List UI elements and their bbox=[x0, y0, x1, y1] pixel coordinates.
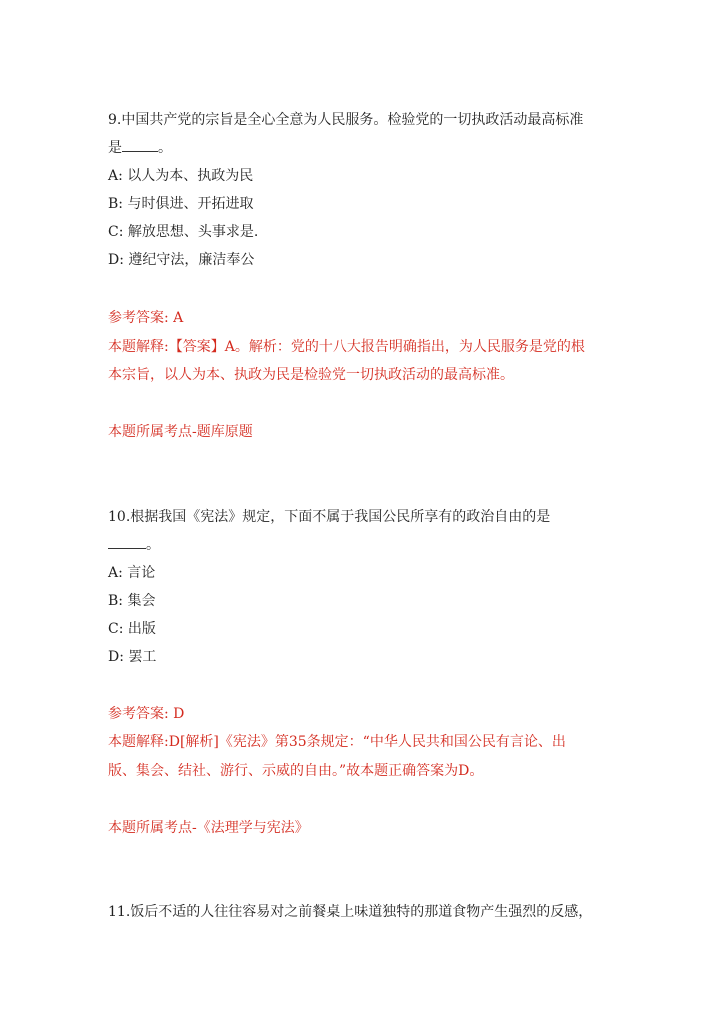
q10-option-d: D: 罢工 bbox=[108, 649, 157, 665]
q9-answer: 参考答案: A bbox=[108, 310, 184, 326]
q10-option-a: A: 言论 bbox=[108, 565, 156, 581]
q9-explanation-line2: 本宗旨，以人为本、执政为民是检验党一切执政活动的最高标准。 bbox=[108, 367, 514, 383]
q9-stem-suffix: 。 bbox=[158, 140, 172, 156]
q10-answer: 参考答案: D bbox=[108, 706, 185, 722]
q9-explanation-line1: 本题解释:【答案】A。解析：党的十八大报告明确指出，为人民服务是党的根 bbox=[108, 339, 585, 355]
q9-option-a: A: 以人为本、执政为民 bbox=[108, 168, 254, 184]
q10-option-b: B: 集会 bbox=[108, 593, 156, 609]
q10-stem-suffix: 。 bbox=[146, 537, 160, 553]
q10-stem-line1: 10.根据我国《宪法》规定，下面不属于我国公民所享有的政治自由的是 bbox=[108, 509, 551, 525]
q10-stem-line2 bbox=[108, 535, 160, 555]
q9-option-b: B: 与时俱进、开拓进取 bbox=[108, 196, 254, 212]
q9-stem-line2 bbox=[108, 138, 172, 158]
q9-option-c: C: 解放思想、头事求是. bbox=[108, 224, 259, 240]
q10-explanation-line2: 版、集会、结社、游行、示威的自由。”故本题正确答案为D。 bbox=[108, 763, 484, 779]
q11-stem-line1: 11.饭后不适的人往往容易对之前餐桌上味道独特的那道食物产生强烈的反感， bbox=[108, 904, 593, 920]
q10-explanation-line1: 本题解释:D[解析]《宪法》第35条规定：“中华人民共和国公民有言论、出 bbox=[108, 734, 566, 750]
q10-topic: 本题所属考点-《法理学与宪法》 bbox=[108, 820, 309, 836]
q9-option-d: D: 遵纪守法，廉洁奉公 bbox=[108, 252, 255, 268]
q9-answer-blank bbox=[122, 139, 158, 152]
q9-stem-line1: 9.中国共产党的宗旨是全心全意为人民服务。检验党的一切执政活动最高标准 bbox=[108, 112, 584, 128]
q9-topic: 本题所属考点-题库原题 bbox=[108, 424, 253, 440]
q10-option-c: C: 出版 bbox=[108, 621, 156, 637]
q10-answer-blank bbox=[108, 536, 146, 549]
q9-stem-prefix: 是 bbox=[108, 140, 122, 156]
